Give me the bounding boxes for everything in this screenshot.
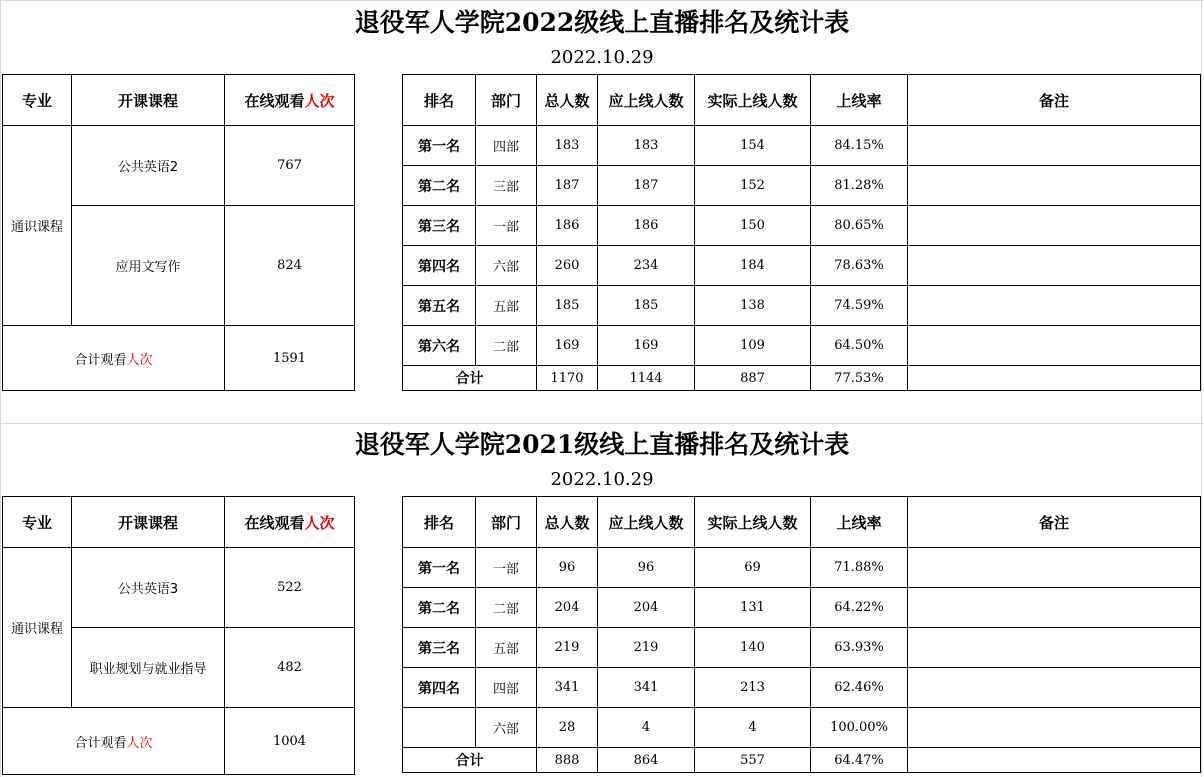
actual-cell: 184	[695, 246, 811, 286]
rate-cell: 62.46%	[811, 668, 908, 708]
expected-sum: 864	[598, 748, 695, 773]
note-cell	[908, 588, 1201, 628]
table-row	[403, 326, 1201, 366]
expected-cell: 187	[598, 166, 695, 206]
total-cell: 186	[537, 206, 598, 246]
total-cell: 204	[537, 588, 598, 628]
expected-cell: 234	[598, 246, 695, 286]
header-views	[225, 497, 355, 548]
rate-cell: 63.93%	[811, 628, 908, 668]
expected-cell: 204	[598, 588, 695, 628]
header-rate: 上线率	[811, 497, 908, 548]
actual-cell: 138	[695, 286, 811, 326]
course-views-table	[2, 496, 355, 775]
report-date: 2022.10.29	[550, 47, 654, 68]
header-actual: 实际上线人数	[695, 497, 811, 548]
dept-cell: 二部	[476, 326, 537, 366]
ranking-table	[402, 74, 1201, 391]
rate-overall: 77.53%	[811, 366, 908, 391]
note-cell	[908, 708, 1201, 748]
major-cell: 通识课程	[3, 126, 72, 326]
total-cell: 28	[537, 708, 598, 748]
rate-overall: 64.47%	[811, 748, 908, 773]
course-cell: 公共英语3	[72, 548, 225, 628]
header-note: 备注	[908, 75, 1201, 126]
total-row	[403, 366, 1201, 391]
header-views-prefix: 在线观看	[244, 91, 305, 110]
course-views-table	[2, 74, 355, 391]
rank-cell: 第四名	[403, 668, 476, 708]
header-note: 备注	[908, 497, 1201, 548]
rank-cell: 第四名	[403, 246, 476, 286]
header-dept: 部门	[476, 75, 537, 126]
actual-cell: 150	[695, 206, 811, 246]
total-label: 合计	[403, 748, 537, 773]
dept-cell: 五部	[476, 286, 537, 326]
note-cell	[908, 206, 1201, 246]
note-cell	[908, 628, 1201, 668]
course-cell: 职业规划与就业指导	[72, 628, 225, 708]
major-cell: 通识课程	[3, 548, 72, 708]
note-cell	[908, 548, 1201, 588]
views-cell: 824	[225, 206, 355, 326]
header-total: 总人数	[537, 497, 598, 548]
rate-cell: 100.00%	[811, 708, 908, 748]
total-views-value: 1591	[225, 326, 355, 391]
header-major: 专业	[3, 75, 72, 126]
note-cell	[908, 366, 1201, 391]
note-cell	[908, 126, 1201, 166]
gridline	[1201, 0, 1202, 777]
total-views-label	[3, 708, 225, 775]
note-cell	[908, 286, 1201, 326]
table-row	[403, 166, 1201, 206]
header-views-prefix: 在线观看	[244, 513, 305, 532]
actual-cell: 152	[695, 166, 811, 206]
table-row	[403, 668, 1201, 708]
total-label: 合计	[403, 366, 537, 391]
actual-cell: 140	[695, 628, 811, 668]
total-cell: 341	[537, 668, 598, 708]
table-row	[403, 246, 1201, 286]
total-cell: 185	[537, 286, 598, 326]
dept-cell: 六部	[476, 246, 537, 286]
dept-cell: 四部	[476, 126, 537, 166]
rank-cell: 第一名	[403, 126, 476, 166]
note-cell	[908, 166, 1201, 206]
page-title: 退役军人学院2022级线上直播排名及统计表	[354, 8, 850, 37]
rate-cell: 81.28%	[811, 166, 908, 206]
ranking-table	[402, 496, 1201, 773]
views-cell: 767	[225, 126, 355, 206]
actual-cell: 109	[695, 326, 811, 366]
rank-cell: 第三名	[403, 206, 476, 246]
header-major: 专业	[3, 497, 72, 548]
views-cell: 482	[225, 628, 355, 708]
expected-cell: 185	[598, 286, 695, 326]
table-row	[403, 708, 1201, 748]
dept-cell: 一部	[476, 548, 537, 588]
header-course: 开课课程	[72, 75, 225, 126]
gridline	[0, 423, 1204, 424]
dept-cell: 六部	[476, 708, 537, 748]
header-dept: 部门	[476, 497, 537, 548]
expected-cell: 219	[598, 628, 695, 668]
header-course: 开课课程	[72, 497, 225, 548]
total-cell: 260	[537, 246, 598, 286]
table-row	[403, 126, 1201, 166]
header-rank: 排名	[403, 75, 476, 126]
total-cell: 169	[537, 326, 598, 366]
total-cell: 219	[537, 628, 598, 668]
total-views-label	[3, 326, 225, 391]
expected-cell: 4	[598, 708, 695, 748]
actual-cell: 4	[695, 708, 811, 748]
actual-sum: 887	[695, 366, 811, 391]
dept-cell: 二部	[476, 588, 537, 628]
total-cell: 187	[537, 166, 598, 206]
total-cell: 183	[537, 126, 598, 166]
header-actual: 实际上线人数	[695, 75, 811, 126]
note-cell	[908, 748, 1201, 773]
course-cell: 应用文写作	[72, 206, 225, 326]
rate-cell: 71.88%	[811, 548, 908, 588]
total-views-value: 1004	[225, 708, 355, 775]
total-views-unit: 人次	[126, 352, 153, 368]
report-date: 2022.10.29	[550, 469, 654, 490]
expected-sum: 1144	[598, 366, 695, 391]
rank-cell: 第六名	[403, 326, 476, 366]
rank-cell: 第三名	[403, 628, 476, 668]
header-total: 总人数	[537, 75, 598, 126]
header-views-unit: 人次	[304, 513, 335, 532]
actual-cell: 131	[695, 588, 811, 628]
actual-cell: 213	[695, 668, 811, 708]
rate-cell: 80.65%	[811, 206, 908, 246]
rank-cell: 第一名	[403, 548, 476, 588]
rate-cell: 78.63%	[811, 246, 908, 286]
total-row	[403, 748, 1201, 773]
header-expected: 应上线人数	[598, 497, 695, 548]
note-cell	[908, 326, 1201, 366]
views-cell: 522	[225, 548, 355, 628]
expected-cell: 341	[598, 668, 695, 708]
actual-cell: 154	[695, 126, 811, 166]
dept-cell: 四部	[476, 668, 537, 708]
dept-cell: 五部	[476, 628, 537, 668]
rate-cell: 84.15%	[811, 126, 908, 166]
header-rank: 排名	[403, 497, 476, 548]
rank-cell: 第二名	[403, 588, 476, 628]
table-row	[403, 548, 1201, 588]
rate-cell: 64.50%	[811, 326, 908, 366]
header-rate: 上线率	[811, 75, 908, 126]
note-cell	[908, 246, 1201, 286]
actual-cell: 69	[695, 548, 811, 588]
total-views-unit: 人次	[126, 735, 153, 751]
table-row	[403, 588, 1201, 628]
total-views-prefix: 合计观看	[74, 352, 127, 368]
rate-cell: 64.22%	[811, 588, 908, 628]
gridline	[0, 0, 1204, 1]
total-views-prefix: 合计观看	[74, 735, 127, 751]
expected-cell: 169	[598, 326, 695, 366]
expected-cell: 183	[598, 126, 695, 166]
expected-cell: 186	[598, 206, 695, 246]
expected-cell: 96	[598, 548, 695, 588]
table-row	[403, 286, 1201, 326]
dept-cell: 一部	[476, 206, 537, 246]
total-sum: 1170	[537, 366, 598, 391]
page-title: 退役军人学院2021级线上直播排名及统计表	[354, 430, 850, 459]
gridline	[0, 0, 1, 777]
total-sum: 888	[537, 748, 598, 773]
table-row	[403, 206, 1201, 246]
dept-cell: 三部	[476, 166, 537, 206]
note-cell	[908, 668, 1201, 708]
table-row	[403, 628, 1201, 668]
rank-cell: 第二名	[403, 166, 476, 206]
actual-sum: 557	[695, 748, 811, 773]
header-views-unit: 人次	[304, 91, 335, 110]
course-cell: 公共英语2	[72, 126, 225, 206]
total-cell: 96	[537, 548, 598, 588]
rank-cell: 第五名	[403, 286, 476, 326]
rate-cell: 74.59%	[811, 286, 908, 326]
header-views	[225, 75, 355, 126]
rank-cell	[403, 708, 476, 748]
header-expected: 应上线人数	[598, 75, 695, 126]
